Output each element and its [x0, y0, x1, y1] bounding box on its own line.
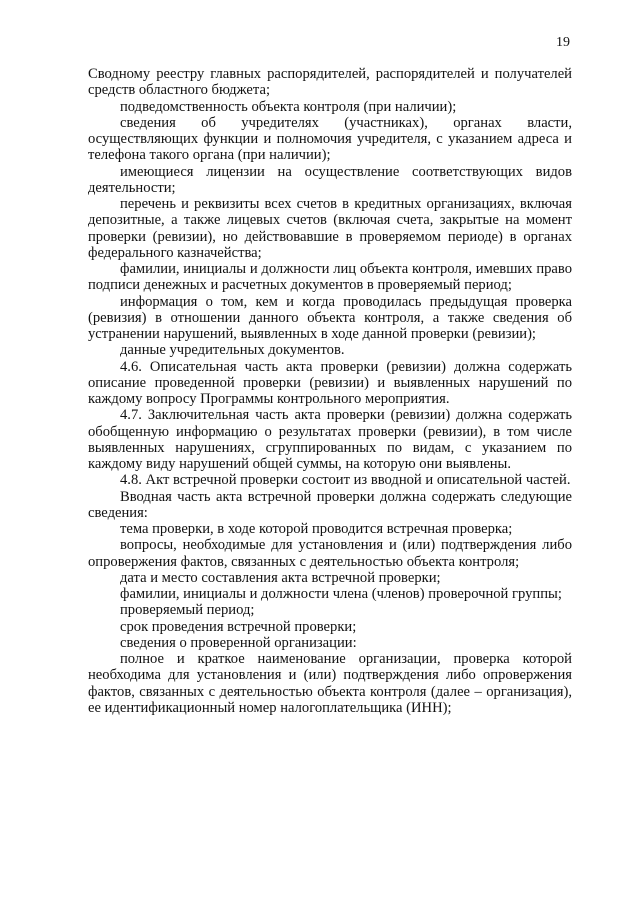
- paragraph-period: проверяемый период;: [120, 602, 255, 619]
- paragraph-audit-topic: тема проверки, в ходе которой проводится встречная проверка;: [120, 521, 513, 537]
- paragraph-4-6: 4.6. Описательная часть акта проверки (ревизии) должна содержать описание проведенной проверки (ревизии) и выявленных нарушений по каждому вопросу Программы контрольного мероприятия.: [88, 358, 572, 407]
- page-number: 19: [556, 35, 570, 50]
- paragraph-date-place: дата и место составления акта встречной проверки;: [120, 569, 441, 586]
- paragraph-4-7: 4.7. Заключительная часть акта проверки (ревизии) должна содержать обобщенную информацию о результатах проверки (ревизии), в том числе выявленных нарушениях, сгруппированных по видам, с указанием по каждому виду нарушений общей суммы, на которую они выявлены.: [88, 407, 572, 472]
- paragraph-questions: вопросы, необходимые для установления и (или) подтверждения либо опровержения фактов, связанных с деятельностью объекта контроля;: [88, 537, 572, 570]
- document-body: [88, 66, 572, 716]
- paragraph-previous-audit: информация о том, кем и когда проводилась предыдущая проверка (ревизия) в отношении данного объекта контроля, а также сведения об устранении нарушений, выявленных в ходе данной проверки (ревизии);: [88, 293, 572, 342]
- paragraph-founders: сведения об учредителях (участниках), органах власти, осуществляющих функции и полномочия учредителя, с указанием адреса и телефона такого органа (при наличии);: [88, 114, 572, 164]
- paragraph-signatories: фамилии, инициалы и должности лиц объекта контроля, имевших право подписи денежных и расчетных документов в проверяемый период;: [88, 261, 572, 294]
- paragraph-group-members: фамилии, инициалы и должности члена (членов) проверочной группы;: [120, 586, 562, 602]
- paragraph-term: срок проведения встречной проверки;: [120, 618, 357, 635]
- paragraph-introductory-part: Вводная часть акта встречной проверки должна содержать следующие сведения:: [88, 488, 572, 521]
- paragraph-intro: Сводному реестру главных распорядителей, распорядителей и получателей средств областного бюджета;: [88, 66, 572, 99]
- paragraph-licenses: имеющиеся лицензии на осуществление соответствующих видов деятельности;: [88, 163, 572, 196]
- paragraph-founding-documents: данные учредительных документов.: [120, 342, 345, 359]
- paragraph-accounts: перечень и реквизиты всех счетов в кредитных организациях, включая депозитные, а также лицевых счетов (включая счета, закрытые на момент проверки (ревизии), но действовавшие в проверяемом периоде) в органах федерального казначейства;: [88, 196, 572, 261]
- paragraph-organization-info: сведения о проверенной организации:: [120, 634, 357, 651]
- paragraph-organization-name: полное и краткое наименование организации, проверка которой необходима для установления и (или) подтверждения либо опровержения фактов, связанных с деятельностью объекта контроля (далее – организация), ее идентификационный номер налогоплательщика (ИНН);: [88, 651, 572, 716]
- paragraph-subordination: подведомственность объекта контроля (при наличии);: [120, 98, 457, 115]
- paragraph-4-8: 4.8. Акт встречной проверки состоит из вводной и описательной частей.: [120, 472, 571, 489]
